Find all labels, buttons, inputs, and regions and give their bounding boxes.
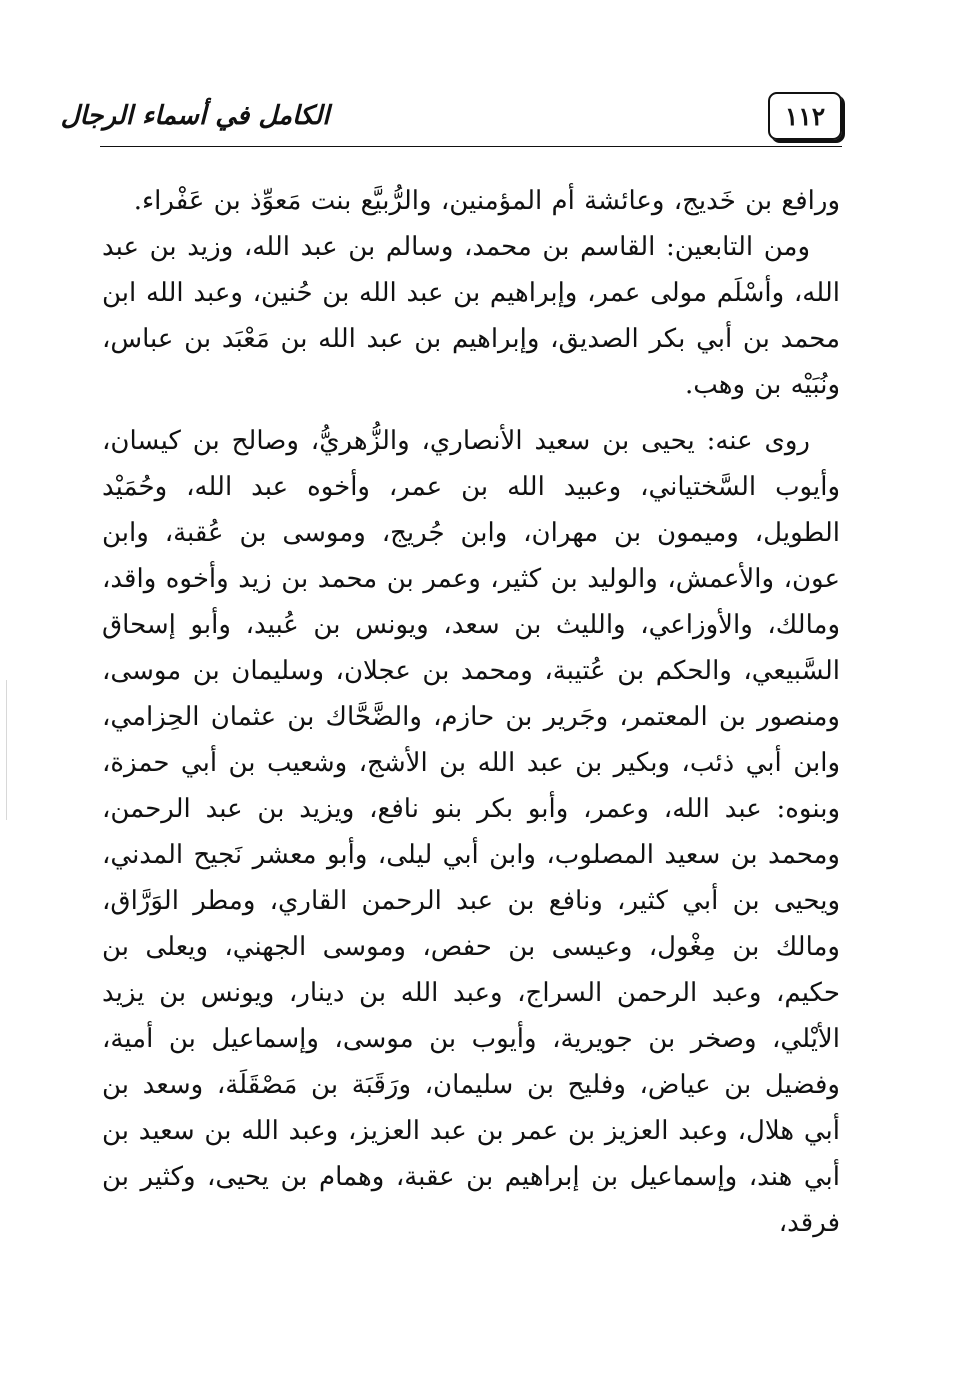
- page-header: [60, 92, 842, 150]
- paragraph-3: روى عنه: يحيى بن سعيد الأنصاري، والزُّهريُّ، وصالح بن كيسان، وأيوب السَّختياني، وعبيد الله بن عمر، وأخوه عبد الله، وحُمَيْد الطويل، وميمون بن مهران، وابن جُريج، وموسى بن عُقبة، وابن عون، والأعمش، والوليد بن كثير، وعمر بن محمد بن زيد وأخوه واقد، ومالك، والأوزاعي، والليث بن سعد، ويونس بن عُبيد، وأبو إسحاق السَّبيعي، والحكم بن عُتيبة، ومحمد بن عجلان، وسليمان بن موسى، ومنصور بن المعتمر، وجَرير بن حازم، والضَّحَّاك بن عثمان الحِزامي، وابن أبي ذئب، وبكير بن عبد الله بن الأشج، وشعيب بن أبي حمزة، وبنوه: عبد الله، وعمر، وأبو بكر بنو نافع، ويزيد بن عبد الرحمن، ومحمد بن سعيد المصلوب، وابن أبي ليلى، وأبو معشر نَجيح المدني، ويحيى بن أبي كثير، ونافع بن عبد الرحمن القاري، ومطر الوَرَّاق، ومالك بن مِغْول، وعيسى بن حفص، وموسى الجهني، ويعلى بن حكيم، وعبد الرحمن السراج، وعبد الله بن دينار، ويونس بن يزيد الأيْلي، وصخر بن جويرية، وأيوب بن موسى، وإسماعيل بن أمية، وفضيل بن عياض، وفليح بن سليمان، ورَقَبَة بن مَصْقَلَة، وسعد بن أبي هلال، وعبد العزيز بن عمر بن عبد العزيز، وعبد الله بن سعيد بن أبي هند، وإسماعيل بن إبراهيم بن عقبة، وهمام بن يحيى، وكثير بن فرقد،: [102, 426, 840, 1238]
- page-number: ١١٢: [768, 92, 842, 140]
- running-title: الكامل في أسماء الرجال: [60, 101, 330, 131]
- scan-edge-mark: [6, 680, 7, 820]
- page-body: [102, 178, 840, 1246]
- paragraph-2: ومن التابعين: القاسم بن محمد، وسالم بن عبد الله، وزيد بن عبد الله، وأسْلَم مولى عمر، وإبراهيم بن عبد الله بن حُنين، وعبد الله ابن محمد بن أبي بكر الصديق، وإبراهيم بن عبد الله بن مَعْبَد بن عباس، ونُبَيْه بن وهب.: [102, 232, 840, 400]
- paragraph-1: ورافع بن خَديج، وعائشة أم المؤمنين، والرُّبيَّع بنت مَعوِّذ بن عَفْراء.: [133, 186, 840, 216]
- header-rule: [100, 146, 842, 147]
